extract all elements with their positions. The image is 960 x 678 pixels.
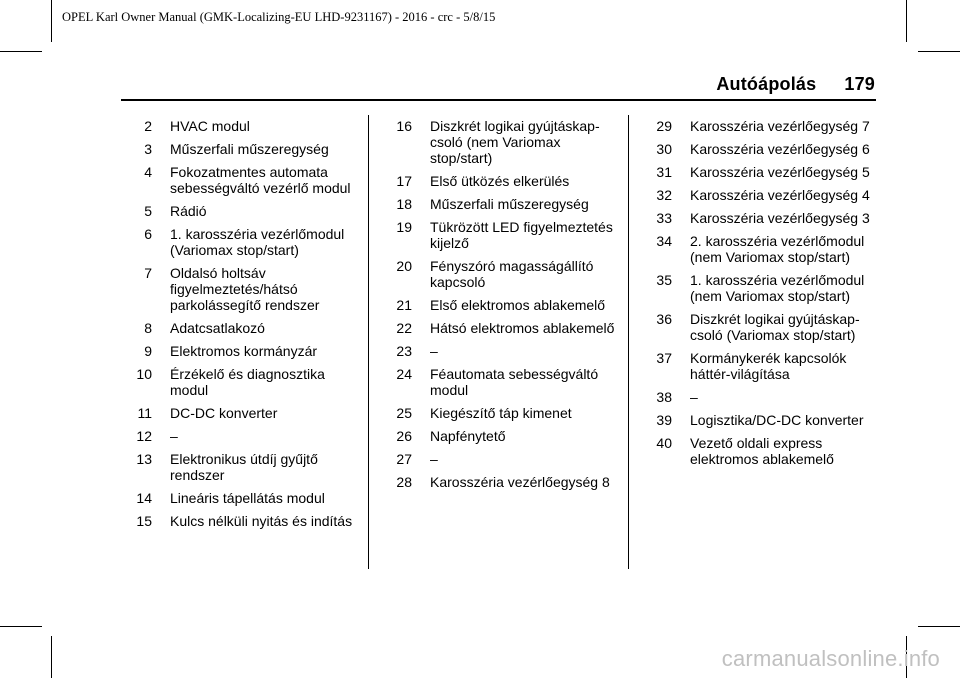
fuse-entry [122,513,362,529]
fuse-entry [122,405,362,421]
crop-mark-top-right [906,0,907,42]
fuse-description: Oldalsó holtsáv figyelmeztetés/hátsó parkolássegítő rendszer [170,265,320,313]
fuse-entry [642,233,882,265]
fuse-entry [382,474,617,490]
fuse-description: – [430,451,438,467]
crop-mark-bottom-left [51,636,52,678]
fuse-description: HVAC modul [170,118,250,134]
section-title: Autóápolás [716,74,817,94]
fuse-entry [382,405,617,421]
watermark: carmanualsonline.info [721,646,940,671]
fuse-description: – [430,343,438,359]
fuse-entry [382,366,617,398]
fuse-entry [382,196,617,212]
fuse-number: 13 [136,451,152,467]
fuse-entry [122,141,362,157]
fuse-description: Féautomata sebességváltó modul [430,366,599,398]
column-divider-2 [628,115,629,569]
running-head [716,74,875,95]
fuse-entry [382,173,617,189]
fuse-description: Műszerfali műszeregység [170,141,329,157]
fuse-entry [122,343,362,359]
fuse-description: Hátsó elektromos ablakemelő [430,320,615,336]
fuse-entry [642,141,882,157]
fuse-entry [382,320,617,336]
fuse-description: Tükrözött LED figyelmeztetés kijelző [430,219,613,251]
crop-mark-top-left-h [0,51,42,52]
fuse-entry [122,490,362,506]
fuse-number: 36 [656,311,672,327]
fuse-description: Fokozatmentes automata sebességváltó vezérlő modul [170,164,351,196]
crop-mark-bottom-left-h [0,626,42,627]
fuse-number: 7 [144,265,152,281]
document-meta: OPEL Karl Owner Manual (GMK-Localizing-EU LHD-9231167) - 2016 - crc - 5/8/15 [62,10,496,24]
fuse-number: 19 [396,219,412,235]
fuse-description: Karosszéria vezérlőegység 6 [690,141,870,157]
fuse-description: Kiegészítő táp kimenet [430,405,572,421]
fuse-description: 1. karosszéria vezérlőmodul (Variomax stop/start) [170,226,345,258]
fuse-description: 2. karosszéria vezérlőmodul (nem Variomax stop/start) [690,233,865,265]
fuse-description: DC-DC konverter [170,405,278,421]
fuse-number: 17 [396,173,412,189]
fuse-entry [642,272,882,304]
fuse-entry [382,343,617,359]
fuse-description: Adatcsatlakozó [170,320,265,336]
fuse-entry [382,451,617,467]
fuse-description: Műszerfali műszeregység [430,196,589,212]
crop-mark-top-right-h [918,51,960,52]
fuse-number: 9 [144,343,152,359]
crop-mark-top-left [51,0,52,42]
fuse-entry [642,350,882,382]
fuse-number: 29 [656,118,672,134]
fuse-description: Vezető oldali express elektromos ablakemelő [690,435,834,467]
fuse-description: Logisztika/DC-DC konverter [690,412,864,428]
fuse-number: 28 [396,474,412,490]
fuse-entry [122,226,362,258]
fuse-entry [382,428,617,444]
fuse-description: Karosszéria vezérlőegység 8 [430,474,610,490]
fuse-number: 40 [656,435,672,451]
fuse-description: Kulcs nélküli nyitás és indítás [170,513,353,529]
fuse-entry [642,311,882,343]
fuse-number: 18 [396,196,412,212]
fuse-number: 27 [396,451,412,467]
fuse-description: Diszkrét logikai gyújtáskap-csoló (nem Variomax stop/start) [430,118,600,166]
fuse-number: 8 [144,320,152,336]
fuse-entry [642,164,882,180]
fuse-number: 26 [396,428,412,444]
fuse-description: Karosszéria vezérlőegység 3 [690,210,870,226]
fuse-entry [122,265,362,313]
fuse-description: Elektromos kormányzár [170,343,318,359]
fuse-number: 39 [656,412,672,428]
fuse-entry [122,320,362,336]
fuse-number: 10 [136,366,152,382]
fuse-description: Első elektromos ablakemelő [430,297,606,313]
fuse-number: 20 [396,258,412,274]
fuse-entry [122,428,362,444]
fuse-entry [642,187,882,203]
fuse-number: 31 [656,164,672,180]
column-divider-1 [368,115,369,569]
fuse-list-column-3 [642,118,882,474]
fuse-number: 2 [144,118,152,134]
fuse-entry [642,210,882,226]
header-rule [121,99,876,101]
fuse-number: 34 [656,233,672,249]
fuse-number: 32 [656,187,672,203]
fuse-number: 30 [656,141,672,157]
fuse-entry [642,118,882,134]
fuse-description: 1. karosszéria vezérlőmodul (nem Variomax stop/start) [690,272,865,304]
fuse-number: 12 [136,428,152,444]
crop-mark-bottom-right-h [918,626,960,627]
fuse-description: – [690,389,698,405]
fuse-description: Érzékelő és diagnosztika modul [170,366,325,398]
fuse-description: Elektronikus útdíj gyűjtő rendszer [170,451,318,483]
fuse-number: 6 [144,226,152,242]
fuse-number: 38 [656,389,672,405]
fuse-number: 16 [396,118,412,134]
fuse-description: Karosszéria vezérlőegység 5 [690,164,870,180]
fuse-number: 24 [396,366,412,382]
fuse-number: 35 [656,272,672,288]
fuse-entry [382,258,617,290]
fuse-list-column-2 [382,118,617,497]
fuse-description: Karosszéria vezérlőegység 7 [690,118,870,134]
fuse-entry [122,118,362,134]
fuse-number: 21 [396,297,412,313]
fuse-entry [382,118,617,166]
fuse-number: 4 [144,164,152,180]
fuse-description: Karosszéria vezérlőegység 4 [690,187,870,203]
fuse-description: Napfénytető [430,428,506,444]
fuse-entry [122,164,362,196]
fuse-number: 37 [656,350,672,366]
fuse-entry [382,219,617,251]
fuse-entry [642,412,882,428]
page-number: 179 [844,74,875,94]
fuse-description: Lineáris tápellátás modul [170,490,325,506]
fuse-description: Kormánykerék kapcsolók háttér-világítása [690,350,847,382]
fuse-entry [122,451,362,483]
fuse-description: Első ütközés elkerülés [430,173,570,189]
fuse-list-column-1 [122,118,362,536]
fuse-number: 33 [656,210,672,226]
fuse-number: 23 [396,343,412,359]
fuse-description: Fényszóró magasságállító kapcsoló [430,258,594,290]
fuse-number: 22 [396,320,412,336]
fuse-entry [642,389,882,405]
fuse-description: Diszkrét logikai gyújtáskap-csoló (Variomax stop/start) [690,311,860,343]
fuse-number: 15 [136,513,152,529]
fuse-entry [642,435,882,467]
fuse-number: 14 [136,490,152,506]
fuse-description: – [170,428,178,444]
fuse-entry [382,297,617,313]
fuse-entry [122,366,362,398]
fuse-number: 25 [396,405,412,421]
fuse-number: 3 [144,141,152,157]
fuse-entry [122,203,362,219]
fuse-description: Rádió [170,203,207,219]
fuse-number: 11 [137,405,152,421]
fuse-number: 5 [144,203,152,219]
